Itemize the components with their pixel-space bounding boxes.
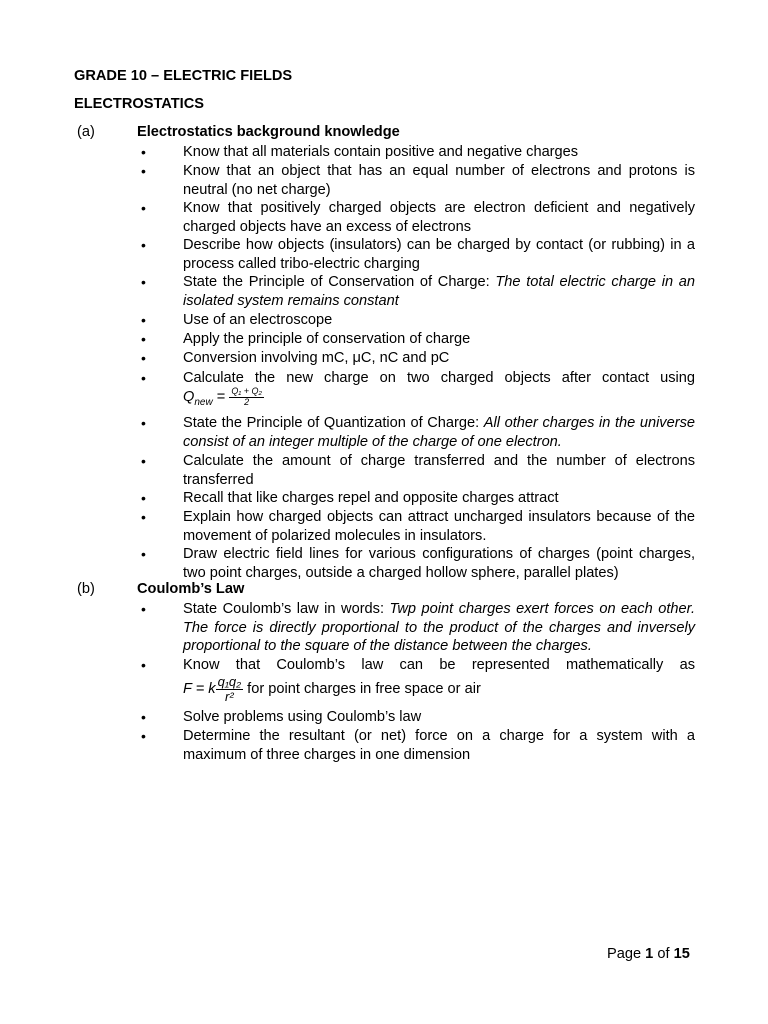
list-item: Know that positively charged objects are electron deficient and negatively charged objects have an excess of electrons	[183, 200, 695, 235]
list-item: Solve problems using Coulomb’s law	[183, 709, 422, 725]
list-item: Know that an object that has an equal number of electrons and protons is neutral (no net charge)	[183, 163, 695, 198]
list-item-conservation	[183, 273, 695, 310]
bullet-icon: •	[141, 709, 146, 725]
list-item-coulomb-words	[183, 600, 695, 656]
bullet-icon: •	[141, 546, 146, 562]
bullet-icon: •	[141, 453, 146, 469]
formula-q-new	[183, 387, 264, 408]
bullet-icon: •	[141, 163, 146, 179]
section-b-label: (b)	[77, 581, 95, 597]
formula-f-denominator: r²	[225, 689, 234, 704]
document-title: GRADE 10 – ELECTRIC FIELDS	[74, 68, 293, 84]
coulomb-statement: Twp point charges exert forces on each other. The force is directly proportional to the product of the charges and inversely proportional to the square of the distance between the charges.	[183, 601, 695, 654]
list-item: Use of an electroscope	[183, 312, 333, 328]
list-item: Explain how charged objects can attract uncharged insulators because of the movement of polarized molecules in insulators.	[183, 509, 695, 544]
formula-q-numerator: Q₁ + Q₂	[231, 386, 262, 396]
formula-f-numerator: q₁q₂	[217, 674, 242, 689]
bullet-icon: •	[141, 331, 146, 347]
list-item: Draw electric field lines for various configurations of charges (point charges, two point charges, outside a charged hollow sphere, parallel plates)	[183, 546, 695, 581]
bullet-icon: •	[141, 657, 146, 673]
quantization-statement: All other charges in the universe consist of an integer multiple of the charge of one electron.	[183, 415, 695, 450]
conservation-lead: State the Principle of Conservation of Charge:	[183, 274, 496, 290]
bullet-icon: •	[141, 415, 146, 431]
list-item: Calculate the new charge on two charged objects after contact using	[183, 370, 695, 386]
list-item: Conversion involving mC, μC, nC and pC	[183, 350, 450, 366]
page-footer	[607, 946, 690, 962]
formula-q-fraction	[229, 387, 264, 407]
footer-page-number: 1	[645, 946, 654, 962]
document-subtitle: ELECTROSTATICS	[74, 96, 204, 112]
footer-total-pages: 15	[673, 946, 690, 962]
formula-coulomb	[183, 675, 481, 703]
list-item: Determine the resultant (or net) force on a charge for a system with a maximum of three charges in one dimension	[183, 728, 695, 763]
bullet-icon: •	[141, 601, 146, 617]
list-item: Know that all materials contain positive and negative charges	[183, 144, 579, 160]
quantization-lead: State the Principle of Quantization of Charge:	[183, 415, 484, 431]
list-item-quantization	[183, 414, 695, 451]
bullet-icon: •	[141, 490, 146, 506]
coulomb-lead: State Coulomb’s law in words:	[183, 601, 390, 617]
formula-f-suffix: for point charges in free space or air	[243, 680, 481, 697]
section-b-title: Coulomb’s Law	[137, 581, 245, 597]
bullet-icon: •	[141, 274, 146, 290]
list-item: Describe how objects (insulators) can be charged by contact (or rubbing) in a process called tribo-electric charging	[183, 237, 695, 272]
formula-f-fraction	[216, 675, 244, 703]
formula-q-lhs: Q	[183, 388, 195, 405]
section-a-title: Electrostatics background knowledge	[137, 124, 400, 140]
bullet-icon: •	[141, 370, 146, 386]
bullet-icon: •	[141, 728, 146, 744]
formula-q-equals: =	[212, 388, 230, 405]
footer-page-word: Page	[607, 946, 642, 962]
list-item: Know that Coulomb’s law can be represented mathematically as	[183, 657, 695, 673]
list-item: Calculate the amount of charge transferred and the number of electrons transferred	[183, 453, 695, 488]
bullet-icon: •	[141, 237, 146, 253]
bullet-icon: •	[141, 200, 146, 216]
conservation-statement: The total electric charge in an isolated system remains constant	[183, 274, 695, 309]
formula-q-lhs-sub: new	[194, 396, 213, 408]
bullet-icon: •	[141, 144, 146, 160]
list-item: Apply the principle of conservation of charge	[183, 331, 471, 347]
bullet-icon: •	[141, 312, 146, 328]
formula-f-lhs: F = k	[183, 680, 216, 697]
formula-q-denominator: 2	[244, 397, 250, 407]
footer-of-word: of	[657, 946, 670, 962]
bullet-icon: •	[141, 509, 146, 525]
bullet-icon: •	[141, 350, 146, 366]
section-a-label: (a)	[77, 124, 95, 140]
list-item: Recall that like charges repel and opposite charges attract	[183, 490, 559, 506]
